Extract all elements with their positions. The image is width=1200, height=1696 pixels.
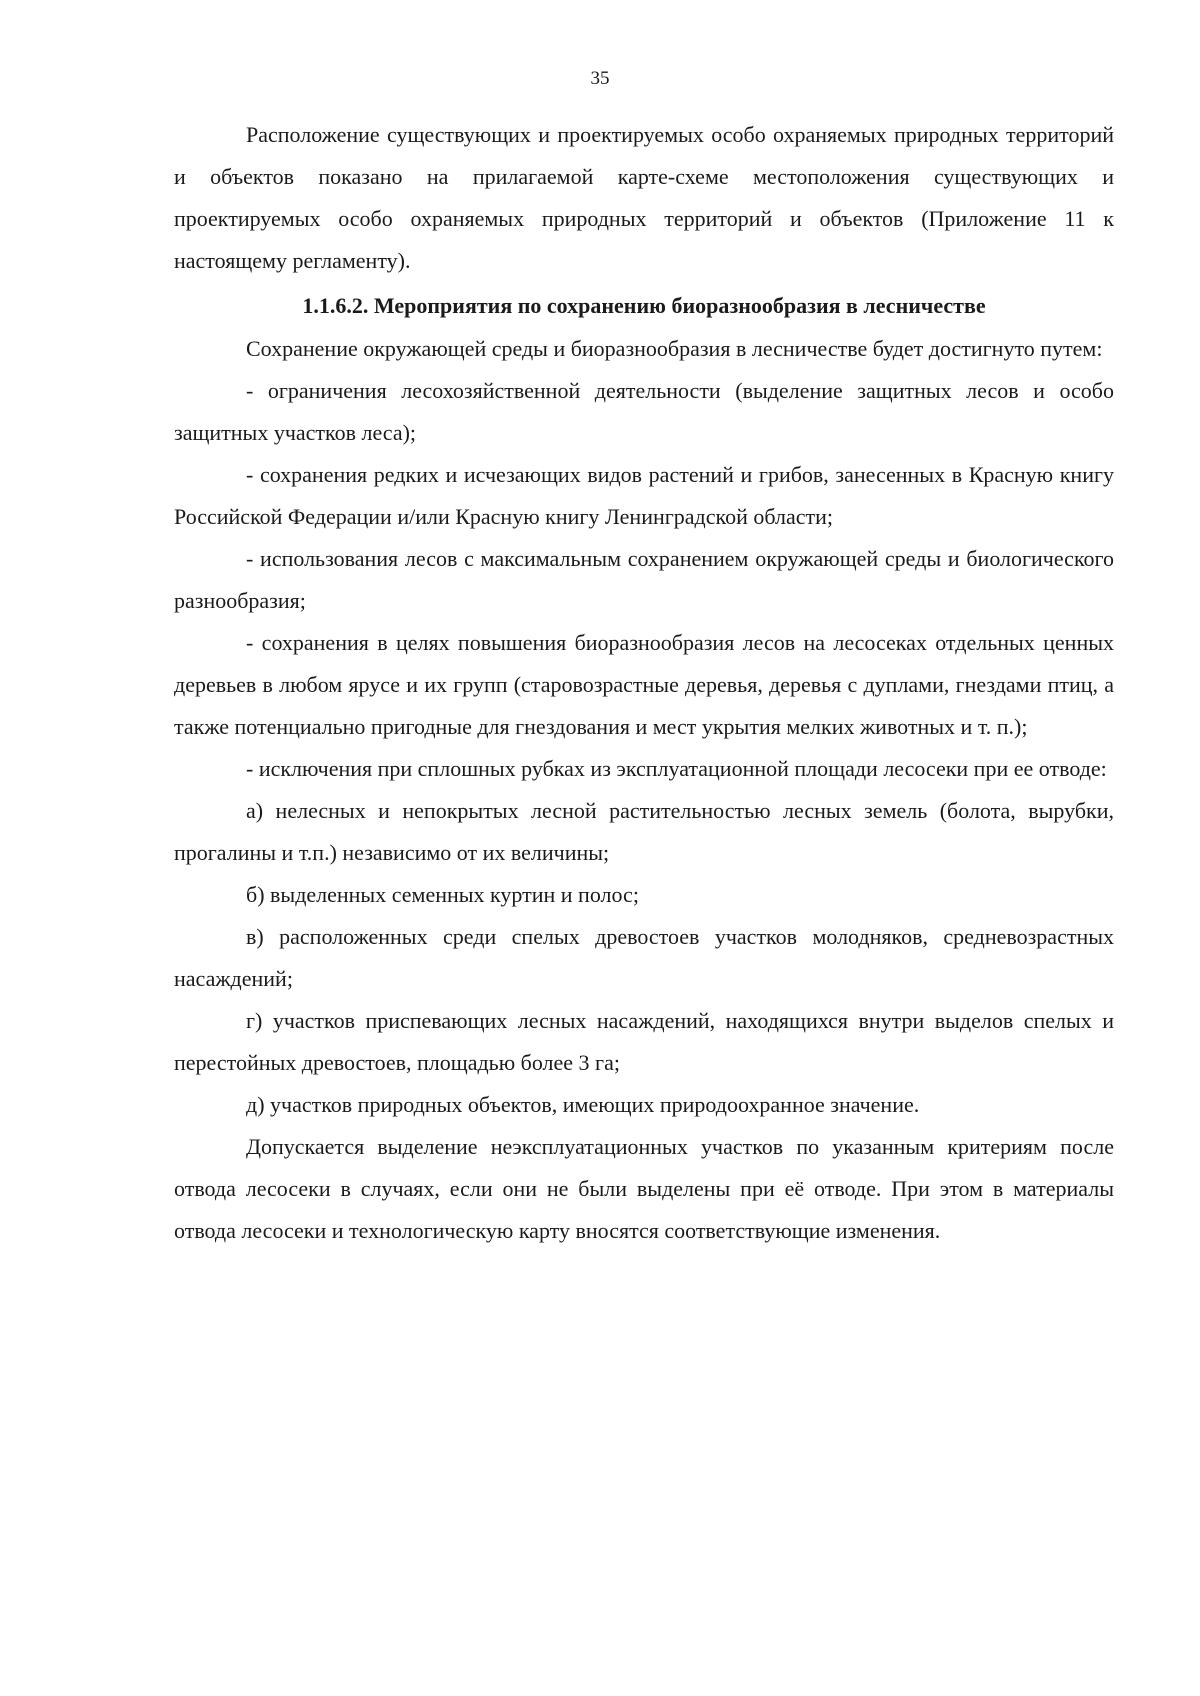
page-content — [174, 114, 1114, 1252]
list-item-forest-use: - использования лесов с максимальным сохранением окружающей среды и биологического разнообразия; — [174, 546, 1114, 613]
list-item-rare-species: - сохранения редких и исчезающих видов растений и грибов, занесенных в Красную книгу Российской Федерации и/или Красную книгу Ленинградской области; — [174, 462, 1114, 529]
page-number: 35 — [590, 68, 610, 89]
sub-item-b: б) выделенных семенных куртин и полос; — [246, 882, 639, 907]
sub-item-g: г) участков приспевающих лесных насаждений, находящихся внутри выделов спелых и перестойных древостоев, площадью более 3 га; — [174, 1008, 1114, 1075]
sub-item-a: а) нелесных и непокрытых лесной растительностью лесных земель (болота, вырубки, прогалины и т.п.) независимо от их величины; — [174, 798, 1114, 865]
paragraph-biodiversity-intro: Сохранение окружающей среды и биоразнообразия в лесничестве будет достигнуто путем: — [246, 336, 1103, 361]
list-item-restriction: - ограничения лесохозяйственной деятельности (выделение защитных лесов и особо защитных участков леса); — [174, 378, 1114, 445]
paragraph-protected-areas-location: Расположение существующих и проектируемых особо охраняемых природных территорий и объектов показано на прилагаемой карте-схеме местоположения существующих и проектируемых особо охраняемых природных территорий и объектов (Приложение 11 к настоящему регламенту). — [174, 122, 1114, 273]
list-item-valuable-trees: - сохранения в целях повышения биоразнообразия лесов на лесосеках отдельных ценных деревьев в любом ярусе и их групп (старовозрастные деревья, деревья с дуплами, гнездами птиц, а также потенциально пригодные для гнездования и мест укрытия мелких животных и т. п.); — [174, 630, 1114, 739]
paragraph-allowed-allocation: Допускается выделение неэксплуатационных участков по указанным критериям после отвода лесосеки в случаях, если они не были выделены при её отводе. При этом в материалы отвода лесосеки и технологическую карту вносятся соответствующие изменения. — [174, 1134, 1114, 1243]
list-item-exclusion: - исключения при сплошных рубках из эксплуатационной площади лесосеки при ее отводе: — [246, 756, 1107, 781]
section-heading: 1.1.6.2. Мероприятия по сохранению биоразнообразия в лесничестве — [302, 293, 986, 318]
sub-item-d: д) участков природных объектов, имеющих природоохранное значение. — [246, 1092, 920, 1117]
sub-item-v: в) расположенных среди спелых древостоев участков молодняков, средневозрастных насаждений; — [174, 924, 1114, 991]
